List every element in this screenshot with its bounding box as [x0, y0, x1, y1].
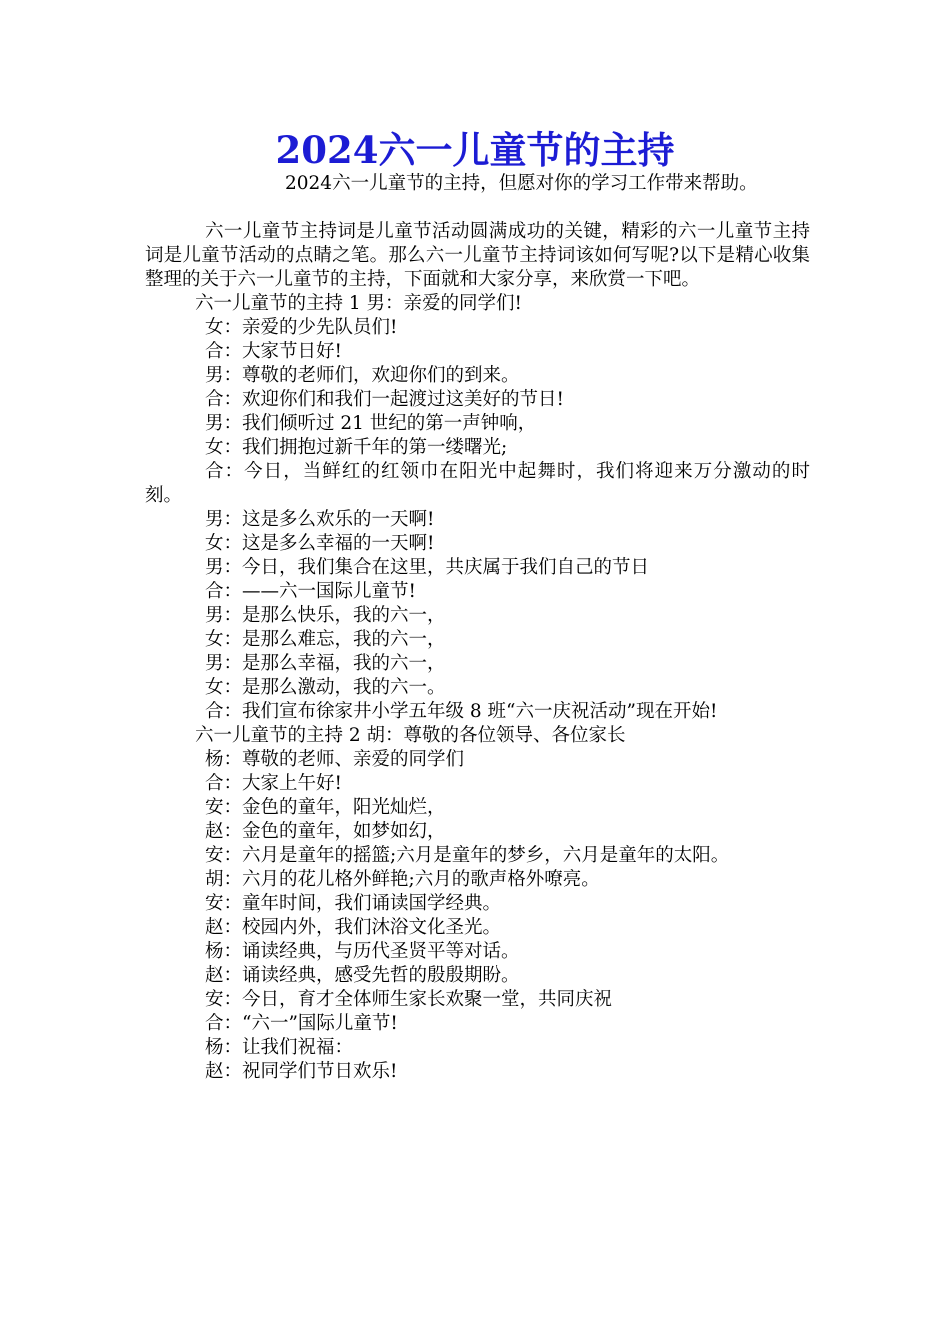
dialogue-line: 男：是那么快乐，我的六一， — [205, 605, 446, 626]
dialogue-line: 合：大家上午好! — [205, 773, 342, 794]
dialogue-line: 合：我们宣布徐家井小学五年级 8 班“六一庆祝活动”现在开始! — [205, 701, 718, 722]
dialogue-line: 合：“六一”国际儿童节! — [205, 1013, 398, 1034]
dialogue-line: 安：今日，育才全体师生家长欢聚一堂，共同庆祝 — [205, 989, 613, 1010]
section-heading-1: 六一儿童节的主持 1 男：亲爱的同学们! — [195, 293, 522, 314]
dialogue-line: 杨：让我们祝福： — [205, 1037, 354, 1058]
dialogue-line: 女：亲爱的少先队员们! — [205, 317, 398, 338]
dialogue-line: 女：是那么激动，我的六一。 — [205, 677, 446, 698]
dialogue-line: 男：是那么幸福，我的六一， — [205, 653, 446, 674]
document-body — [145, 172, 810, 1084]
paragraph-gap — [145, 196, 810, 220]
document-title: 2024六一儿童节的主持 — [275, 128, 675, 172]
dialogue-line: 男：今日，我们集合在这里，共庆属于我们自己的节日 — [205, 557, 650, 578]
dialogue-line: 赵：诵读经典，感受先哲的殷殷期盼。 — [205, 965, 520, 986]
dialogue-line: 女：这是多么幸福的一天啊! — [205, 533, 435, 554]
dialogue-line: 杨：诵读经典，与历代圣贤平等对话。 — [205, 941, 520, 962]
section-heading-2: 六一儿童节的主持 2 胡：尊敬的各位领导、各位家长 — [195, 725, 626, 746]
dialogue-line: 合：今日，当鲜红的红领巾在阳光中起舞时，我们将迎来万分激动的时刻。 — [145, 461, 810, 506]
dialogue-line: 合：欢迎你们和我们一起渡过这美好的节日! — [205, 389, 564, 410]
dialogue-line: 安：童年时间，我们诵读国学经典。 — [205, 893, 502, 914]
dialogue-line: 合：大家节日好! — [205, 341, 342, 362]
dialogue-line: 男：尊敬的老师们，欢迎你们的到来。 — [205, 365, 520, 386]
dialogue-line: 赵：校园内外，我们沐浴文化圣光。 — [205, 917, 502, 938]
lead-paragraph: 六一儿童节主持词是儿童节活动圆满成功的关键，精彩的六一儿童节主持词是儿童节活动的点睛之笔。那么六一儿童节主持词该如何写呢?以下是精心收集整理的关于六一儿童节的主持，下面就和大家分享，来欣赏一下吧。 — [145, 221, 810, 290]
dialogue-line: 女：是那么难忘，我的六一， — [205, 629, 446, 650]
dialogue-line: 杨：尊敬的老师、亲爱的同学们 — [205, 749, 465, 770]
dialogue-line: 安：六月是童年的摇篮;六月是童年的梦乡，六月是童年的太阳。 — [205, 845, 730, 866]
dialogue-line: 胡：六月的花儿格外鲜艳;六月的歌声格外嘹亮。 — [205, 869, 600, 890]
intro-paragraph: 2024六一儿童节的主持，但愿对你的学习工作带来帮助。 — [285, 173, 758, 194]
dialogue-line: 女：我们拥抱过新千年的第一缕曙光; — [205, 437, 508, 458]
dialogue-line: 赵：祝同学们节日欢乐! — [205, 1061, 398, 1082]
dialogue-line: 男：我们倾听过 21 世纪的第一声钟响， — [205, 413, 537, 434]
dialogue-line: 合：——六一国际儿童节! — [205, 581, 416, 602]
dialogue-line: 赵：金色的童年，如梦如幻， — [205, 821, 446, 842]
dialogue-line: 安：金色的童年，阳光灿烂， — [205, 797, 446, 818]
dialogue-line: 男：这是多么欢乐的一天啊! — [205, 509, 435, 530]
